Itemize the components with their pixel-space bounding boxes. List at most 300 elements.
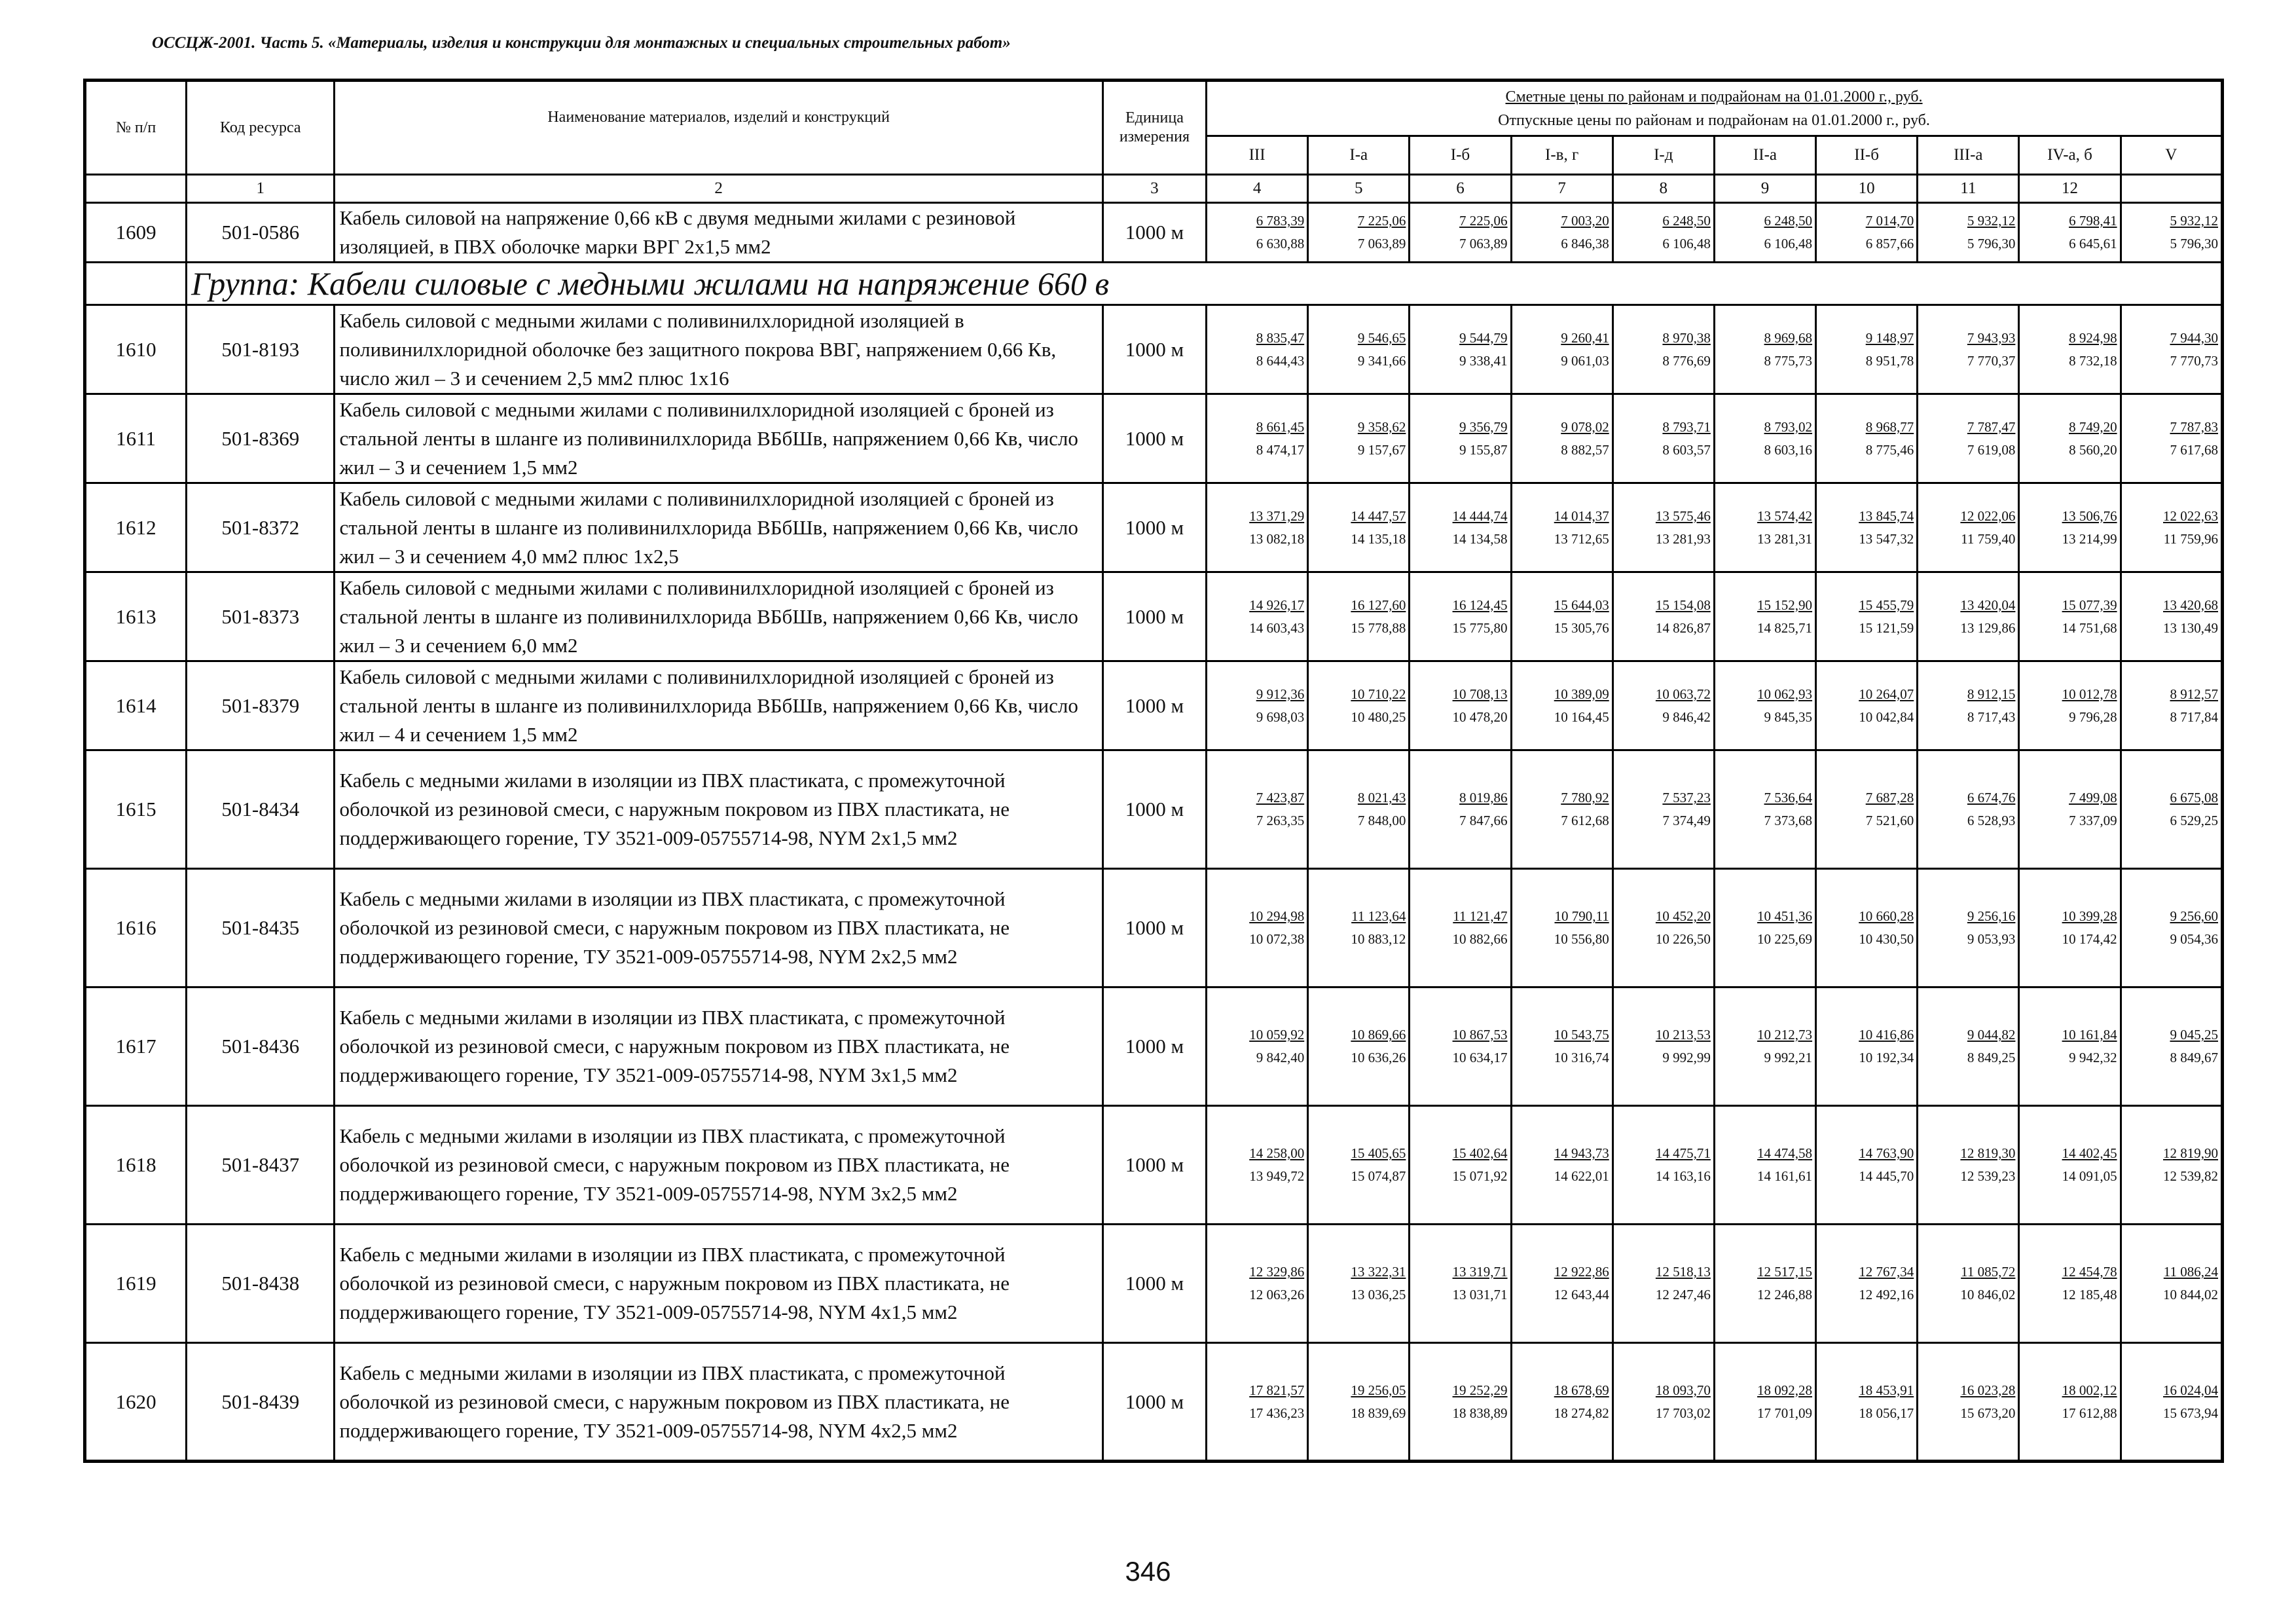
price-cell [1714,394,1815,483]
estimated-price: 8 749,20 [2069,418,2117,435]
estimated-price: 13 322,31 [1351,1264,1406,1280]
row-number: 1620 [85,1343,187,1462]
price-cell [1613,394,1714,483]
row-number: 1611 [85,394,187,483]
release-price: 10 316,74 [1554,1050,1609,1065]
price-cell [1308,1225,1410,1343]
release-price: 14 163,16 [1655,1168,1711,1184]
estimated-price: 14 258,00 [1249,1145,1305,1161]
unit-of-measure: 1000 м [1102,305,1206,394]
price-cell [1714,750,1815,869]
unit-of-measure: 1000 м [1102,869,1206,987]
price-cell [1511,750,1613,869]
price-cell [1308,305,1410,394]
release-price: 6 529,25 [2170,813,2218,828]
release-price: 8 849,25 [1967,1050,2016,1065]
table-row [85,1343,2223,1462]
unit-of-measure: 1000 м [1102,203,1206,263]
estimated-price: 6 783,39 [1256,213,1305,229]
price-cell [1410,869,1511,987]
estimated-price: 12 819,30 [1960,1145,2016,1161]
estimated-price: 8 793,02 [1764,418,1813,435]
price-table-body [85,203,2223,1462]
estimated-price: 14 444,74 [1452,507,1508,524]
estimated-price: 10 416,86 [1859,1027,1914,1043]
resource-code: 501-8193 [187,305,335,394]
price-cell [1613,483,1714,572]
release-price: 10 556,80 [1554,931,1609,947]
price-cell [1410,572,1511,661]
release-price: 9 054,36 [2170,931,2218,947]
unit-of-measure: 1000 м [1102,1225,1206,1343]
price-cell [1511,987,1613,1106]
release-price: 7 848,00 [1357,813,1406,828]
release-price: 5 796,30 [2170,236,2218,251]
price-cell [2121,394,2222,483]
estimated-price: 15 077,39 [2062,597,2117,613]
estimated-price: 10 212,73 [1757,1027,1813,1043]
region-header: I-в, г [1511,136,1613,175]
column-number: 8 [1613,175,1714,203]
estimated-price: 13 845,74 [1859,507,1914,524]
estimated-price: 16 024,04 [2163,1382,2218,1398]
table-row [85,987,2223,1106]
release-price: 8 644,43 [1256,352,1305,369]
estimated-price: 15 644,03 [1554,597,1609,613]
estimated-price: 7 423,87 [1256,790,1305,805]
header-estimated-prices: Сметные цены по районам и подрайонам на 01.01.2000 г., руб. [1505,88,1923,105]
resource-code: 501-8437 [187,1106,335,1225]
price-cell [1308,661,1410,750]
release-price: 7 619,08 [1967,441,2016,458]
price-cell [2019,1343,2121,1462]
estimated-price: 7 536,64 [1764,790,1813,805]
price-cell [2019,1225,2121,1343]
table-row [85,661,2223,750]
unit-of-measure: 1000 м [1102,1106,1206,1225]
price-cell [1918,1225,2019,1343]
price-cell [1918,305,2019,394]
release-price: 15 074,87 [1351,1168,1406,1184]
estimated-price: 9 078,02 [1561,418,1609,435]
release-price: 9 698,03 [1256,709,1305,725]
release-price: 7 063,89 [1357,236,1406,251]
price-cell [1714,203,1815,263]
estimated-price: 10 264,07 [1859,686,1914,702]
unit-of-measure: 1000 м [1102,987,1206,1106]
header-num: № п/п [85,81,187,175]
estimated-price: 5 932,12 [2170,213,2218,229]
header-name: Наименование материалов, изделий и конструкций [335,81,1102,175]
row-number: 1617 [85,987,187,1106]
release-price: 13 281,31 [1757,530,1813,547]
price-cell [1308,572,1410,661]
table-row [85,750,2223,869]
row-number: 1618 [85,1106,187,1225]
release-price: 9 796,28 [2069,709,2117,725]
estimated-price: 13 575,46 [1655,507,1711,524]
estimated-price: 7 014,70 [1865,213,1914,229]
price-cell [2121,661,2222,750]
release-price: 18 274,82 [1554,1405,1609,1421]
release-price: 8 474,17 [1256,441,1305,458]
estimated-price: 14 474,58 [1757,1145,1813,1161]
price-cell [1613,1225,1714,1343]
estimated-price: 12 767,34 [1859,1264,1914,1280]
group-title: Группа: Кабели силовые с медными жилами на напряжение 660 в [187,263,2223,305]
estimated-price: 12 329,86 [1249,1264,1305,1280]
estimated-price: 10 063,72 [1655,686,1711,702]
estimated-price: 9 256,60 [2170,908,2218,924]
release-price: 13 547,32 [1859,530,1914,547]
estimated-price: 13 319,71 [1452,1264,1508,1280]
release-price: 9 846,42 [1662,709,1711,725]
estimated-price: 9 912,36 [1256,686,1305,702]
estimated-price: 7 225,06 [1357,213,1406,229]
material-name: Кабель силовой с медными жилами с поливинилхлоридной изоляцией с броней из стальной ленты в шланге из поливинилхлорида ВБбШв, напряжением 0,66 Кв, число жил – 3 и сечением 6,0 мм2 [335,572,1102,661]
estimated-price: 7 225,06 [1459,213,1508,229]
price-cell [1410,305,1511,394]
estimated-price: 10 062,93 [1757,686,1813,702]
price-cell [2121,305,2222,394]
estimated-price: 6 674,76 [1967,790,2016,805]
material-name: Кабель силовой на напряжение 0,66 кВ с двумя медными жилами с резиновой изоляцией, в ПВХ оболочке марки ВРГ 2х1,5 мм2 [335,203,1102,263]
price-cell [2019,203,2121,263]
price-cell [1511,1106,1613,1225]
release-price: 10 042,84 [1859,709,1914,725]
release-price: 7 612,68 [1561,813,1609,828]
estimated-price: 17 821,57 [1249,1382,1305,1398]
release-price: 7 770,37 [1967,352,2016,369]
estimated-price: 11 123,64 [1351,908,1406,924]
estimated-price: 18 093,70 [1655,1382,1711,1398]
release-price: 6 106,48 [1662,236,1711,251]
estimated-price: 19 256,05 [1351,1382,1406,1398]
release-price: 15 305,76 [1554,619,1609,636]
price-cell [2019,572,2121,661]
price-cell [1511,483,1613,572]
estimated-price: 8 970,38 [1662,329,1711,346]
release-price: 9 157,67 [1357,441,1406,458]
estimated-price: 12 022,06 [1960,507,2016,524]
price-cell [1207,483,1308,572]
release-price: 8 560,20 [2069,441,2117,458]
estimated-price: 18 678,69 [1554,1382,1609,1398]
estimated-price: 18 002,12 [2062,1382,2117,1398]
estimated-price: 12 454,78 [2062,1264,2117,1280]
release-price: 12 539,23 [1960,1168,2016,1184]
release-price: 14 603,43 [1249,619,1305,636]
estimated-price: 8 912,15 [1967,686,2016,702]
release-price: 7 337,09 [2069,813,2117,828]
release-price: 7 521,60 [1865,813,1914,828]
price-cell [1207,394,1308,483]
price-cell [1918,1343,2019,1462]
estimated-price: 10 790,11 [1554,908,1609,924]
column-number: 1 [187,175,335,203]
release-price: 8 717,43 [1967,709,2016,725]
region-header: II-б [1816,136,1918,175]
price-cell [2121,483,2222,572]
table-row [85,1225,2223,1343]
estimated-price: 14 926,17 [1249,597,1305,613]
estimated-price: 10 161,84 [2062,1027,2117,1043]
row-number: 1612 [85,483,187,572]
price-cell [1816,1343,1918,1462]
release-price: 14 825,71 [1757,619,1813,636]
release-price: 10 844,02 [2163,1287,2218,1302]
column-number: 10 [1816,175,1918,203]
price-cell [1816,1106,1918,1225]
release-price: 14 622,01 [1554,1168,1609,1184]
estimated-price: 6 248,50 [1764,213,1813,229]
release-price: 6 857,66 [1865,236,1914,251]
release-price: 10 192,34 [1859,1050,1914,1065]
estimated-price: 10 710,22 [1351,686,1406,702]
price-cell [1918,987,2019,1106]
estimated-price: 8 661,45 [1256,418,1305,435]
row-number: 1619 [85,1225,187,1343]
price-cell [1410,661,1511,750]
price-cell [2121,1225,2222,1343]
release-price: 9 155,87 [1459,441,1508,458]
estimated-price: 14 475,71 [1655,1145,1711,1161]
header-unit: Единица измерения [1102,81,1206,175]
resource-code: 501-8435 [187,869,335,987]
resource-code: 501-8434 [187,750,335,869]
running-head: ОССЦЖ-2001. Часть 5. «Материалы, изделия и конструкции для монтажных и специальных строительных работ» [152,34,1011,52]
estimated-price: 15 152,90 [1757,597,1813,613]
resource-code: 501-8436 [187,987,335,1106]
unit-of-measure: 1000 м [1102,750,1206,869]
row-number: 1610 [85,305,187,394]
estimated-price: 15 405,65 [1351,1145,1406,1161]
price-cell [1714,572,1815,661]
material-name: Кабель с медными жилами в изоляции из ПВХ пластиката, с промежуточной оболочкой из резиновой смеси, с наружным покровом из ПВХ пластиката, не поддерживающего горение, ТУ 3521-009-05755714-98, NYM 3х2,5 мм2 [335,1106,1102,1225]
region-header: III-а [1918,136,2019,175]
estimated-price: 7 944,30 [2170,329,2218,346]
material-name: Кабель силовой с медными жилами с поливинилхлоридной изоляцией с броней из стальной ленты в шланге из поливинилхлорида ВБбШв, напряжением 0,66 Кв, число жил – 3 и сечением 4,0 мм2 плюс 1х2,5 [335,483,1102,572]
estimated-price: 8 924,98 [2069,329,2117,346]
price-cell [1613,305,1714,394]
price-cell [1613,1343,1714,1462]
price-cell [1816,572,1918,661]
unit-of-measure: 1000 м [1102,1343,1206,1462]
region-header: IV-а, б [2019,136,2121,175]
column-number: 7 [1511,175,1613,203]
estimated-price: 7 787,83 [2170,418,2218,435]
release-price: 6 106,48 [1764,236,1813,251]
estimated-price: 10 389,09 [1554,686,1609,702]
region-header: III [1207,136,1308,175]
release-price: 15 673,20 [1960,1405,2016,1421]
price-cell [1714,305,1815,394]
release-price: 17 436,23 [1249,1405,1305,1421]
release-price: 12 539,82 [2163,1168,2218,1184]
estimated-price: 5 932,12 [1967,213,2016,229]
release-price: 6 528,93 [1967,813,2016,828]
resource-code: 501-8369 [187,394,335,483]
column-number: 6 [1410,175,1511,203]
release-price: 10 072,38 [1249,931,1305,947]
price-cell [1308,394,1410,483]
region-header: I-д [1613,136,1714,175]
price-cell [2019,869,2121,987]
estimated-price: 13 506,76 [2062,507,2117,524]
estimated-price: 15 154,08 [1655,597,1711,613]
resource-code: 501-8372 [187,483,335,572]
release-price: 10 478,20 [1452,709,1508,725]
estimated-price: 8 793,71 [1662,418,1711,435]
column-number: 9 [1714,175,1815,203]
price-cell [2019,750,2121,869]
resource-code: 501-8439 [187,1343,335,1462]
estimated-price: 9 544,79 [1459,329,1508,346]
price-cell [1308,869,1410,987]
estimated-price: 9 045,25 [2170,1027,2218,1043]
estimated-price: 14 402,45 [2062,1145,2117,1161]
price-cell [1410,203,1511,263]
region-header: I-а [1308,136,1410,175]
release-price: 14 161,61 [1757,1168,1813,1184]
price-cell [2019,394,2121,483]
material-name: Кабель с медными жилами в изоляции из ПВХ пластиката, с промежуточной оболочкой из резиновой смеси, с наружным покровом из ПВХ пластиката, не поддерживающего горение, ТУ 3521-009-05755714-98, NYM 3х1,5 мм2 [335,987,1102,1106]
row-number: 1613 [85,572,187,661]
release-price: 13 130,49 [2163,619,2218,636]
row-number: 1615 [85,750,187,869]
release-price: 7 373,68 [1764,813,1813,828]
price-cell [1816,1225,1918,1343]
release-price: 10 882,66 [1452,931,1508,947]
price-cell [1511,1225,1613,1343]
release-price: 9 061,03 [1561,352,1609,369]
release-price: 8 603,57 [1662,441,1711,458]
row-number: 1616 [85,869,187,987]
estimated-price: 13 420,04 [1960,597,2016,613]
release-price: 8 603,16 [1764,441,1813,458]
price-cell [1410,483,1511,572]
release-price: 8 951,78 [1865,352,1914,369]
release-price: 17 701,09 [1757,1405,1813,1421]
release-price: 14 134,58 [1452,530,1508,547]
column-number: 3 [1102,175,1206,203]
release-price: 7 063,89 [1459,236,1508,251]
release-price: 15 778,88 [1351,619,1406,636]
price-cell [1410,394,1511,483]
price-cell [1308,203,1410,263]
release-price: 14 751,68 [2062,619,2117,636]
release-price: 13 281,93 [1655,530,1711,547]
price-cell [1918,572,2019,661]
unit-of-measure: 1000 м [1102,394,1206,483]
price-cell [2019,305,2121,394]
release-price: 7 847,66 [1459,813,1508,828]
column-number-row [85,175,2223,203]
release-price: 15 673,94 [2163,1405,2218,1421]
estimated-price: 10 399,28 [2062,908,2117,924]
release-price: 12 246,88 [1757,1287,1813,1302]
price-cell [1918,1106,2019,1225]
estimated-price: 7 499,08 [2069,790,2117,805]
release-price: 6 846,38 [1561,236,1609,251]
estimated-price: 9 044,82 [1967,1027,2016,1043]
release-price: 6 630,88 [1256,236,1305,251]
estimated-price: 6 675,08 [2170,790,2218,805]
estimated-price: 14 014,37 [1554,507,1609,524]
material-name: Кабель с медными жилами в изоляции из ПВХ пластиката, с промежуточной оболочкой из резиновой смеси, с наружным покровом из ПВХ пластиката, не поддерживающего горение, ТУ 3521-009-05755714-98, NYM 2х2,5 мм2 [335,869,1102,987]
estimated-price: 9 358,62 [1357,418,1406,435]
price-cell [1410,1106,1511,1225]
estimated-price: 7 943,93 [1967,329,2016,346]
release-price: 8 775,73 [1764,352,1813,369]
estimated-price: 6 798,41 [2069,213,2117,229]
estimated-price: 13 574,42 [1757,507,1813,524]
estimated-price: 13 371,29 [1249,507,1305,524]
column-number-blank [85,175,187,203]
release-price: 12 492,16 [1859,1287,1914,1302]
release-price: 14 135,18 [1351,530,1406,547]
price-cell [1613,987,1714,1106]
release-price: 18 839,69 [1351,1405,1406,1421]
release-price: 13 031,71 [1452,1287,1508,1302]
release-price: 7 374,49 [1662,813,1711,828]
price-cell [1511,661,1613,750]
estimated-price: 14 943,73 [1554,1145,1609,1161]
column-number: 12 [2019,175,2121,203]
release-price: 13 214,99 [2062,530,2117,547]
estimated-price: 12 922,86 [1554,1264,1609,1280]
release-price: 14 091,05 [2062,1168,2117,1184]
release-price: 10 846,02 [1960,1287,2016,1302]
release-price: 13 036,25 [1351,1287,1406,1302]
price-cell [1918,661,2019,750]
price-cell [1613,203,1714,263]
release-price: 10 430,50 [1859,931,1914,947]
release-price: 8 849,67 [2170,1050,2218,1065]
price-cell [1816,483,1918,572]
table-row [85,1106,2223,1225]
unit-of-measure: 1000 м [1102,572,1206,661]
release-price: 13 949,72 [1249,1168,1305,1184]
price-cell [1308,1343,1410,1462]
price-cell [1714,987,1815,1106]
header-prices [1207,81,2223,136]
price-cell [1511,572,1613,661]
estimated-price: 11 121,47 [1453,908,1508,924]
column-number: 2 [335,175,1102,203]
estimated-price: 7 780,92 [1561,790,1609,805]
estimated-price: 10 012,78 [2062,686,2117,702]
price-cell [2019,661,2121,750]
unit-of-measure: 1000 м [1102,483,1206,572]
table-row [85,483,2223,572]
price-cell [1714,1106,1815,1225]
estimated-price: 10 708,13 [1452,686,1508,702]
material-name: Кабель силовой с медными жилами с поливинилхлоридной изоляцией с броней из стальной ленты в шланге из поливинилхлорида ВБбШв, напряжением 0,66 Кв, число жил – 3 и сечением 1,5 мм2 [335,394,1102,483]
estimated-price: 7 687,28 [1865,790,1914,805]
release-price: 17 703,02 [1655,1405,1711,1421]
release-price: 15 071,92 [1452,1168,1508,1184]
estimated-price: 15 402,64 [1452,1145,1508,1161]
release-price: 10 225,69 [1757,931,1813,947]
resource-code: 501-0586 [187,203,335,263]
release-price: 18 056,17 [1859,1405,1914,1421]
release-price: 11 759,40 [1961,530,2016,547]
estimated-price: 8 019,86 [1459,790,1508,805]
estimated-price: 9 256,16 [1967,908,2016,924]
column-number: 5 [1308,175,1410,203]
group-blank [85,263,187,305]
